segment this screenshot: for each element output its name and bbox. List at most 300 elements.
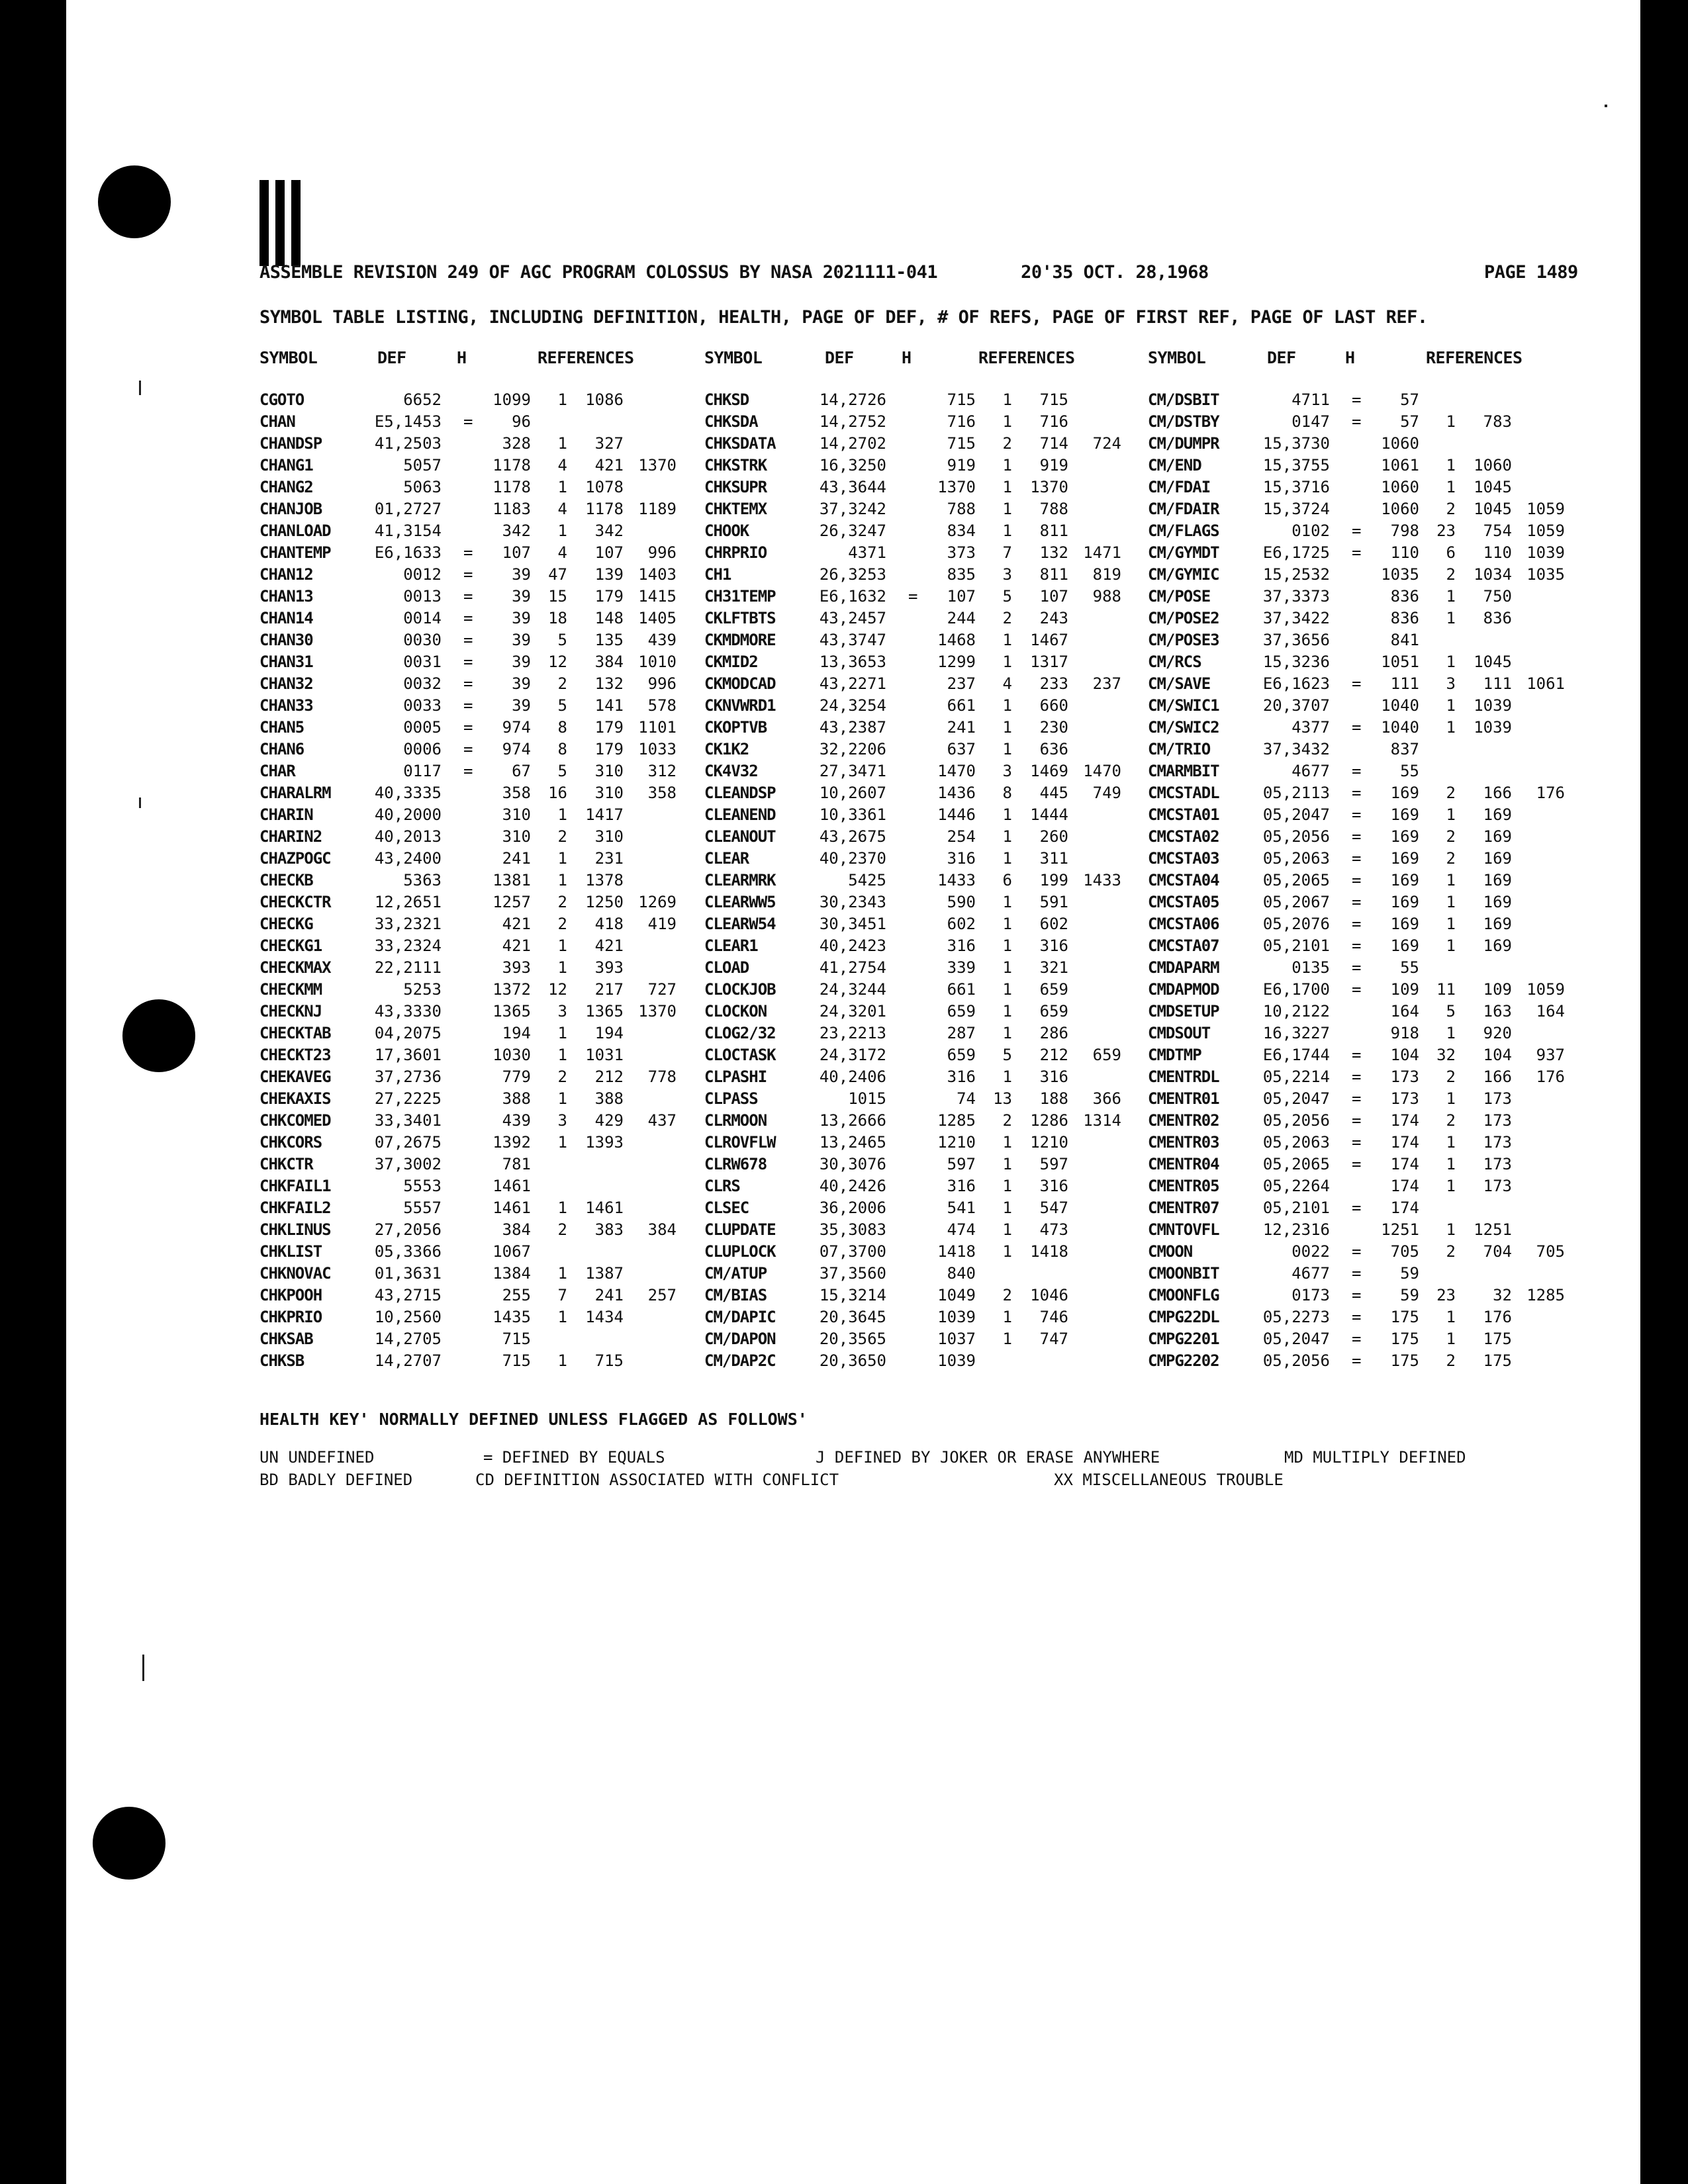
col-header-symbol: SYMBOL [259, 348, 318, 367]
table-row [1148, 1154, 1585, 1175]
symbol-health: = [1352, 1155, 1362, 1173]
symbol-name: CHAZPOGC [259, 849, 331, 868]
symbol-def-page: 174 [1390, 1133, 1419, 1152]
symbol-health: = [1352, 980, 1362, 999]
symbol-def: 30,3076 [819, 1155, 886, 1173]
symbol-first-ref: 383 [594, 1220, 624, 1239]
symbol-def: 05,2056 [1262, 1351, 1330, 1370]
symbol-name: CMPG2202 [1148, 1351, 1219, 1370]
symbol-def-page: 39 [512, 696, 531, 715]
table-row [259, 651, 696, 673]
table-row [704, 1132, 1141, 1154]
symbol-first-ref: 179 [594, 587, 624, 606]
table-row [1148, 760, 1585, 782]
symbol-name: CLSEC [704, 1199, 749, 1217]
symbol-first-ref: 421 [594, 456, 624, 475]
symbol-name: CHEKAVEG [259, 1068, 331, 1086]
symbol-ref-count: 4 [557, 456, 567, 475]
col-header-references: REFERENCES [1426, 348, 1523, 367]
table-row [1148, 826, 1585, 848]
symbol-def-page: 474 [947, 1220, 976, 1239]
symbol-def: 14,2707 [374, 1351, 442, 1370]
symbol-name: CMCSTADL [1148, 784, 1219, 802]
symbol-health: = [1352, 1242, 1362, 1261]
symbol-def-page: 1435 [492, 1308, 531, 1326]
symbol-def-page: 109 [1390, 980, 1419, 999]
table-row [1148, 1088, 1585, 1110]
symbol-health: = [1352, 718, 1362, 737]
table-row [704, 957, 1141, 979]
symbol-name: CHARALRM [259, 784, 331, 802]
symbol-def-page: 57 [1400, 412, 1419, 431]
symbol-first-ref: 342 [594, 522, 624, 540]
table-row [704, 1197, 1141, 1219]
table-row [704, 586, 1141, 608]
table-row [259, 848, 696, 870]
table-row [704, 1241, 1141, 1263]
symbol-ref-count: 1 [557, 936, 567, 955]
table-row [704, 542, 1141, 564]
table-row [704, 1306, 1141, 1328]
symbol-def: 05,2063 [1262, 849, 1330, 868]
symbol-first-ref: 107 [594, 543, 624, 562]
symbol-name: CLUPLOCK [704, 1242, 776, 1261]
symbol-def-page: 1251 [1381, 1220, 1419, 1239]
symbol-def: 15,3755 [1262, 456, 1330, 475]
symbol-ref-count: 1 [557, 1133, 567, 1152]
symbol-def: 16,3227 [1262, 1024, 1330, 1042]
symbol-ref-count: 1 [1002, 1024, 1012, 1042]
symbol-def-page: 974 [502, 718, 531, 737]
symbol-def: 14,2702 [819, 434, 886, 453]
table-row [1148, 1263, 1585, 1285]
symbol-name: CM/POSE3 [1148, 631, 1219, 649]
symbol-def-page: 1099 [492, 390, 531, 409]
symbol-ref-count: 2 [557, 827, 567, 846]
symbol-def: 43,3644 [819, 478, 886, 496]
symbol-last-ref: 366 [1092, 1089, 1121, 1108]
symbol-first-ref: 1045 [1474, 478, 1512, 496]
symbol-last-ref: 727 [647, 980, 677, 999]
symbol-def: 27,2225 [374, 1089, 442, 1108]
symbol-def-page: 1035 [1381, 565, 1419, 584]
symbol-def-page: 798 [1390, 522, 1419, 540]
table-row [1148, 520, 1585, 542]
symbol-def: 0135 [1291, 958, 1330, 977]
symbol-name: CMDAPARM [1148, 958, 1219, 977]
symbol-first-ref: 32 [1493, 1286, 1512, 1304]
symbol-health: = [1352, 1264, 1362, 1283]
symbol-def: 32,2206 [819, 740, 886, 758]
symbol-first-ref: 107 [1039, 587, 1068, 606]
symbol-first-ref: 919 [1039, 456, 1068, 475]
symbol-name: CMOONBIT [1148, 1264, 1219, 1283]
symbol-ref-count: 1 [1002, 958, 1012, 977]
symbol-name: CM/FDAI [1148, 478, 1211, 496]
symbol-def: 01,2727 [374, 500, 442, 518]
symbol-ref-count: 5 [1002, 1046, 1012, 1064]
table-row [704, 1001, 1141, 1023]
symbol-health: = [463, 565, 473, 584]
table-row [1148, 586, 1585, 608]
symbol-def: 05,2067 [1262, 893, 1330, 911]
symbol-ref-count: 1 [1002, 500, 1012, 518]
symbol-def-page: 1384 [492, 1264, 531, 1283]
symbol-def: 4677 [1291, 1264, 1330, 1283]
table-row [259, 433, 696, 455]
symbol-def-page: 358 [502, 784, 531, 802]
symbol-name: CHARIN [259, 805, 313, 824]
symbol-ref-count: 2 [1446, 1111, 1456, 1130]
symbol-def-page: 59 [1400, 1286, 1419, 1304]
symbol-def: 13,3653 [819, 653, 886, 671]
symbol-first-ref: 1417 [585, 805, 624, 824]
table-row [704, 739, 1141, 760]
table-row [704, 1328, 1141, 1350]
symbol-def-page: 836 [1390, 609, 1419, 627]
table-row [1148, 1044, 1585, 1066]
symbol-def-page: 169 [1390, 849, 1419, 868]
symbol-health: = [1352, 522, 1362, 540]
symbol-ref-count: 11 [1436, 980, 1456, 999]
symbol-ref-count: 1 [1002, 805, 1012, 824]
symbol-def: 20,3565 [819, 1330, 886, 1348]
table-row [259, 608, 696, 629]
symbol-def-page: 175 [1390, 1308, 1419, 1326]
symbol-def-page: 1461 [492, 1199, 531, 1217]
symbol-name: CHARIN2 [259, 827, 322, 846]
symbol-first-ref: 173 [1483, 1133, 1512, 1152]
symbol-name: CM/POSE [1148, 587, 1211, 606]
symbol-last-ref: 257 [647, 1286, 677, 1304]
symbol-def: 0012 [403, 565, 442, 584]
symbol-name: CMENTR07 [1148, 1199, 1219, 1217]
symbol-name: CMCSTA01 [1148, 805, 1219, 824]
symbol-first-ref: 1317 [1030, 653, 1068, 671]
symbol-def-page: 421 [502, 936, 531, 955]
symbol-ref-count: 1 [1446, 915, 1456, 933]
symbol-def: 10,3361 [819, 805, 886, 824]
symbol-def: 04,2075 [374, 1024, 442, 1042]
symbol-first-ref: 169 [1483, 915, 1512, 933]
symbol-name: CHANJOB [259, 500, 322, 518]
symbol-name: CHECKNJ [259, 1002, 322, 1021]
speck [142, 1655, 144, 1681]
table-row [259, 891, 696, 913]
table-row [704, 1285, 1141, 1306]
table-row [704, 826, 1141, 848]
table-row [1148, 739, 1585, 760]
symbol-name: CLEARW54 [704, 915, 776, 933]
symbol-name: CHAN6 [259, 740, 305, 758]
symbol-first-ref: 194 [594, 1024, 624, 1042]
symbol-health: = [463, 543, 473, 562]
symbol-ref-count: 2 [1002, 1111, 1012, 1130]
symbol-ref-count: 15 [548, 587, 567, 606]
symbol-first-ref: 1060 [1474, 456, 1512, 475]
symbol-name: CMENTR05 [1148, 1177, 1219, 1195]
symbol-last-ref: 996 [647, 543, 677, 562]
symbol-first-ref: 316 [1039, 1177, 1068, 1195]
symbol-first-ref: 169 [1483, 936, 1512, 955]
table-row [259, 717, 696, 739]
symbol-def-page: 1257 [492, 893, 531, 911]
symbol-first-ref: 597 [1039, 1155, 1068, 1173]
symbol-name: CMCSTA05 [1148, 893, 1219, 911]
symbol-last-ref: 724 [1092, 434, 1121, 453]
symbol-health: = [1352, 1068, 1362, 1086]
table-row [704, 498, 1141, 520]
punch-hole-bottom [93, 1807, 165, 1880]
symbol-def: 05,2113 [1262, 784, 1330, 802]
symbol-name: CHKLIST [259, 1242, 322, 1261]
symbol-first-ref: 104 [1483, 1046, 1512, 1064]
symbol-def: 05,2047 [1262, 1330, 1330, 1348]
table-row [1148, 1350, 1585, 1372]
symbol-name: CHECKCTR [259, 893, 331, 911]
symbol-def: 5057 [403, 456, 442, 475]
table-row [704, 695, 1141, 717]
symbol-first-ref: 1178 [585, 500, 624, 518]
symbol-ref-count: 8 [1002, 784, 1012, 802]
symbol-def: 26,3247 [819, 522, 886, 540]
symbol-def: 15,3236 [1262, 653, 1330, 671]
symbol-def-page: 107 [947, 587, 976, 606]
symbol-def-page: 169 [1390, 784, 1419, 802]
table-row [259, 1285, 696, 1306]
symbol-first-ref: 1078 [585, 478, 624, 496]
symbol-def-page: 1039 [937, 1308, 976, 1326]
table-row [259, 1001, 696, 1023]
symbol-ref-count: 1 [1446, 936, 1456, 955]
table-row [259, 1154, 696, 1175]
symbol-health: = [463, 674, 473, 693]
symbol-ref-count: 1 [1446, 805, 1456, 824]
symbol-ref-count: 1 [557, 805, 567, 824]
table-row [259, 1306, 696, 1328]
symbol-ref-count: 2 [1446, 565, 1456, 584]
symbol-def: 24,3254 [819, 696, 886, 715]
symbol-def: 17,3601 [374, 1046, 442, 1064]
symbol-first-ref: 1039 [1474, 696, 1512, 715]
symbol-last-ref: 419 [647, 915, 677, 933]
symbol-ref-count: 1 [557, 390, 567, 409]
table-row [704, 935, 1141, 957]
table-row [704, 1154, 1141, 1175]
symbol-first-ref: 636 [1039, 740, 1068, 758]
symbol-def-page: 55 [1400, 762, 1419, 780]
symbol-name: CLEARWW5 [704, 893, 776, 911]
table-row [259, 1350, 696, 1372]
symbol-ref-count: 1 [1002, 1242, 1012, 1261]
symbol-name: CMENTR03 [1148, 1133, 1219, 1152]
symbol-def-page: 715 [502, 1351, 531, 1370]
symbol-def: 05,2076 [1262, 915, 1330, 933]
col-header-def: DEF [1267, 348, 1296, 367]
symbol-ref-count: 5 [1002, 587, 1012, 606]
symbol-ref-count: 1 [1002, 522, 1012, 540]
symbol-def-page: 174 [1390, 1177, 1419, 1195]
symbol-first-ref: 111 [1483, 674, 1512, 693]
symbol-def: 43,2400 [374, 849, 442, 868]
symbol-ref-count: 4 [557, 500, 567, 518]
symbol-def-page: 107 [502, 543, 531, 562]
table-row [704, 1066, 1141, 1088]
symbol-def-page: 55 [1400, 958, 1419, 977]
punch-hole-top [98, 165, 171, 238]
symbol-def-page: 393 [502, 958, 531, 977]
symbol-name: CM/RCS [1148, 653, 1201, 671]
symbol-name: CLOCTASK [704, 1046, 776, 1064]
symbol-def-page: 328 [502, 434, 531, 453]
symbol-def: 10,2122 [1262, 1002, 1330, 1021]
symbol-def: 05,2101 [1262, 1199, 1330, 1217]
symbol-def-page: 384 [502, 1220, 531, 1239]
symbol-def: 37,2736 [374, 1068, 442, 1086]
symbol-def: 0022 [1291, 1242, 1330, 1261]
symbol-def-page: 597 [947, 1155, 976, 1173]
symbol-name: CHKSDATA [704, 434, 776, 453]
symbol-def: 05,2101 [1262, 936, 1330, 955]
symbol-def: 23,2213 [819, 1024, 886, 1042]
symbol-def: 0014 [403, 609, 442, 627]
symbol-ref-count: 1 [1446, 871, 1456, 889]
symbol-def: 40,2406 [819, 1068, 886, 1086]
symbol-first-ref: 602 [1039, 915, 1068, 933]
symbol-def-page: 316 [947, 936, 976, 955]
symbol-def-page: 439 [502, 1111, 531, 1130]
symbol-ref-count: 1 [1002, 893, 1012, 911]
symbol-name: CHECKB [259, 871, 313, 889]
table-row [704, 782, 1141, 804]
symbol-ref-count: 2 [557, 674, 567, 693]
symbol-def-page: 39 [512, 609, 531, 627]
table-row [1148, 1132, 1585, 1154]
symbol-def-page: 1470 [937, 762, 976, 780]
symbol-def: 0031 [403, 653, 442, 671]
symbol-name: CLOAD [704, 958, 749, 977]
symbol-ref-count: 1 [1002, 631, 1012, 649]
symbol-def: 10,2607 [819, 784, 886, 802]
col-header-def: DEF [377, 348, 406, 367]
symbol-def: 40,2426 [819, 1177, 886, 1195]
symbol-def: 20,3707 [1262, 696, 1330, 715]
symbol-health: = [1352, 871, 1362, 889]
listing-subtitle: SYMBOL TABLE LISTING, INCLUDING DEFINITION, HEALTH, PAGE OF DEF, # OF REFS, PAGE OF FIRST REF, PAGE OF LAST REF. [259, 307, 1428, 328]
symbol-last-ref: 578 [647, 696, 677, 715]
symbol-name: CHAN33 [259, 696, 313, 715]
table-row [1148, 804, 1585, 826]
symbol-name: CMARMBIT [1148, 762, 1219, 780]
symbol-def-page: 1392 [492, 1133, 531, 1152]
symbol-name: CMENTR01 [1148, 1089, 1219, 1108]
symbol-def-page: 1436 [937, 784, 976, 802]
symbol-name: CMDSETUP [1148, 1002, 1219, 1021]
symbol-ref-count: 1 [1002, 390, 1012, 409]
symbol-def: 40,2013 [374, 827, 442, 846]
symbol-def-page: 841 [1390, 631, 1419, 649]
symbol-name: CMPG2201 [1148, 1330, 1219, 1348]
symbol-ref-count: 23 [1436, 1286, 1456, 1304]
symbol-def: 41,2754 [819, 958, 886, 977]
table-row [259, 455, 696, 477]
symbol-name: CM/SWIC2 [1148, 718, 1219, 737]
symbol-def: 05,2065 [1262, 1155, 1330, 1173]
symbol-last-ref: 1061 [1526, 674, 1565, 693]
table-row [1148, 1197, 1585, 1219]
symbol-def: 4377 [1291, 718, 1330, 737]
symbol-def-page: 715 [947, 390, 976, 409]
table-row [1148, 1001, 1585, 1023]
symbol-def-page: 316 [947, 1068, 976, 1086]
symbol-ref-count: 3 [557, 1111, 567, 1130]
symbol-name: CHEKAXIS [259, 1089, 331, 1108]
symbol-ref-count: 7 [1002, 543, 1012, 562]
symbol-health: = [1352, 762, 1362, 780]
symbol-first-ref: 1370 [1030, 478, 1068, 496]
symbol-first-ref: 591 [1039, 893, 1068, 911]
symbol-def: 22,2111 [374, 958, 442, 977]
table-row [1148, 935, 1585, 957]
symbol-ref-count: 1 [1002, 915, 1012, 933]
symbol-ref-count: 1 [557, 958, 567, 977]
symbol-def: 0006 [403, 740, 442, 758]
symbol-health: = [1352, 893, 1362, 911]
symbol-def-page: 1381 [492, 871, 531, 889]
table-row [259, 1088, 696, 1110]
symbol-def: 15,3730 [1262, 434, 1330, 453]
symbol-first-ref: 1444 [1030, 805, 1068, 824]
symbol-first-ref: 1461 [585, 1199, 624, 1217]
table-row [259, 586, 696, 608]
symbol-name: CM/TRIO [1148, 740, 1211, 758]
symbol-ref-count: 3 [557, 1002, 567, 1021]
table-row [259, 760, 696, 782]
symbol-name: CHKNOVAC [259, 1264, 331, 1283]
symbol-name: CMCSTA04 [1148, 871, 1219, 889]
symbol-ref-count: 2 [1002, 1286, 1012, 1304]
symbol-ref-count: 5 [557, 762, 567, 780]
symbol-def: 5253 [403, 980, 442, 999]
symbol-health: = [908, 587, 918, 606]
symbol-def: 4677 [1291, 762, 1330, 780]
symbol-def-page: 174 [1390, 1155, 1419, 1173]
symbol-name: CLOCKJOB [704, 980, 776, 999]
table-row [1148, 389, 1585, 411]
symbol-ref-count: 13 [993, 1089, 1012, 1108]
symbol-def: 05,2047 [1262, 1089, 1330, 1108]
symbol-name: CMDSOUT [1148, 1024, 1211, 1042]
symbol-name: CHECKTAB [259, 1024, 331, 1042]
symbol-first-ref: 1467 [1030, 631, 1068, 649]
symbol-name: CMOONFLG [1148, 1286, 1219, 1304]
symbol-ref-count: 2 [1002, 434, 1012, 453]
symbol-first-ref: 660 [1039, 696, 1068, 715]
symbol-name: CMDTMP [1148, 1046, 1201, 1064]
symbol-def-page: 169 [1390, 915, 1419, 933]
symbol-name: CHANDSP [259, 434, 322, 453]
symbol-first-ref: 243 [1039, 609, 1068, 627]
symbol-def-page: 173 [1390, 1089, 1419, 1108]
symbol-last-ref: 996 [647, 674, 677, 693]
symbol-def: 05,2273 [1262, 1308, 1330, 1326]
symbol-name: CHKPRIO [259, 1308, 322, 1326]
table-row [704, 433, 1141, 455]
symbol-def-page: 164 [1390, 1002, 1419, 1021]
table-row [1148, 1285, 1585, 1306]
symbol-def-page: 602 [947, 915, 976, 933]
symbol-def: 20,3645 [819, 1308, 886, 1326]
